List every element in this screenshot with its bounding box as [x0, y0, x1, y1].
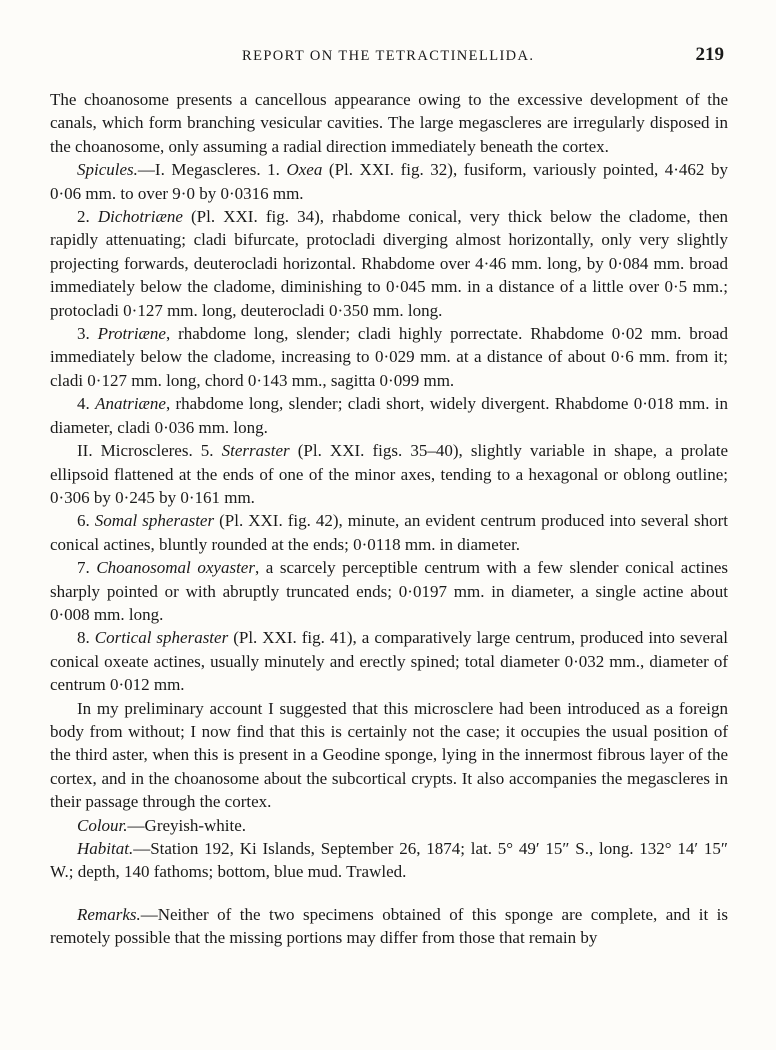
- paragraph-text: , rhabdome long, slender; cladi highly porrectate. Rhabdome 0·02 mm. broad immediately below the cladome, increasing to 0·029 mm. at a distance of about 0·6 mm. from it; cladi 0·127 mm. long, chord 0·143 mm., sagitta 0·099 mm.: [50, 324, 729, 390]
- item-number: 3.: [77, 324, 98, 344]
- paragraph-text: , rhabdome long, slender; cladi short, widely divergent. Rhabdome 0·018 mm. in diameter, cladi 0·036 mm. long.: [50, 394, 729, 437]
- section-lead: Spicules.: [77, 160, 138, 180]
- item-number: 4.: [77, 394, 96, 414]
- spicule-term: Dichotriæne: [97, 207, 183, 227]
- paragraph-protriaene: [50, 322, 728, 392]
- paragraph-text: —Neither of the two specimens obtained of this sponge are complete, and it is remotely possible that the missing portions may differ from those that remain by: [50, 904, 728, 948]
- running-head: REPORT ON THE TETRACTINELLIDA.: [242, 48, 535, 64]
- paragraph-dichotriaene: [50, 205, 728, 322]
- spicule-term: Anatriæne: [95, 394, 166, 414]
- item-number: II. Microscleres. 5.: [77, 441, 222, 461]
- paragraph-text: (Pl. XXI. fig. 32), fusiform, variously pointed, 4·462 by 0·06 mm. to over 9·0 by 0·0316 mm.: [50, 160, 728, 203]
- body-text: [50, 88, 728, 950]
- paragraph-sterraster: [50, 439, 728, 509]
- section-lead: Remarks.: [77, 904, 141, 924]
- spicule-term: Cortical spheraster: [94, 628, 229, 648]
- paragraph-colour: [50, 814, 728, 837]
- paragraph-text: (Pl. XXI. fig. 42), minute, an evident centrum produced into several short conical actines, bluntly rounded at the ends; 0·0118 mm. in diameter.: [50, 511, 729, 554]
- paragraph-cortical-spheraster: [50, 626, 728, 696]
- item-number: 7.: [77, 558, 97, 578]
- page-header: [0, 44, 776, 68]
- paragraph-text: (Pl. XXI. figs. 35–40), slightly variable in shape, a prolate ellipsoid flattened at the ends of one of the minor axes, tending to a hexagonal or oblong outline; 0·306 by 0·245 by 0·161 mm.: [50, 441, 728, 507]
- item-number: 6.: [77, 511, 95, 531]
- paragraph-choanosome: [50, 88, 728, 158]
- paragraph-text: —I. Megascleres. 1.: [137, 160, 287, 180]
- paragraph-anatriaene: [50, 392, 728, 439]
- paragraph-text: In my preliminary account I suggested that this microsclere had been introduced as a foreign body from without; I now find that this is certainly not the case; it occupies the usual position of the third aster, when this is present in a Geodine sponge, lying in the innermost fibrous layer of the cortex, and in the choanosome about the subcortical crypts. It also accompanies the megascleres in their passage through the cortex.: [50, 698, 728, 812]
- item-number: 8.: [77, 628, 95, 648]
- paragraph-text: (Pl. XXI. fig. 34), rhabdome conical, very thick below the cladome, then rapidly attenuating; cladi bifurcate, protocladi diverging almost horizontally, only very slightly projecting forwards, deuterocladi horizontal. Rhabdome over 4·46 mm. long, by 0·084 mm. broad immediately below the cladome, diminishing to 0·045 mm. in a distance of a little over 0·5 mm.; protocladi 0·127 mm. long, deuterocladi 0·350 mm. long.: [50, 207, 728, 320]
- spicule-term: Sterraster: [221, 441, 290, 461]
- paragraph-somal-spheraster: [50, 509, 728, 556]
- section-lead: Colour.: [77, 815, 128, 835]
- paragraph-spicules: [50, 158, 728, 205]
- paragraph-text: The choanosome presents a cancellous appearance owing to the excessive development of the canals, which form branching vesicular cavities. The large megascleres are irregularly disposed in the choanosome, only assuming a radial direction immediately beneath the cortex.: [50, 90, 728, 156]
- spicule-term: Protriæne: [97, 324, 166, 344]
- item-number: 2.: [77, 207, 98, 227]
- paragraph-text: , a scarcely perceptible centrum with a few slender conical actines sharply pointed or with abruptly truncated ends; 0·0197 mm. in diameter, a single actine about 0·008 mm. long.: [50, 558, 729, 624]
- page-number: 219: [695, 44, 724, 65]
- paragraph-text: —Station 192, Ki Islands, September 26, 1874; lat. 5° 49′ 15″ S., long. 132° 14′ 15″ W.; depth, 140 fathoms; bottom, blue mud. Trawled.: [50, 839, 728, 882]
- paragraph-text: —Greyish-white.: [127, 815, 247, 835]
- paragraph-remarks: [50, 903, 728, 950]
- paragraph-habitat: [50, 837, 728, 884]
- section-lead: Habitat.: [77, 839, 134, 858]
- spicule-term: Choanosomal oxyaster: [96, 558, 255, 578]
- spicule-term: Oxea: [286, 160, 323, 180]
- paragraph-text: (Pl. XXI. fig. 41), a comparatively large centrum, produced into several conical oxeate actines, usually minutely and erectly spined; total diameter 0·032 mm., diameter of centrum 0·012 mm.: [50, 628, 728, 695]
- paragraph-choanosomal-oxyaster: [50, 556, 728, 626]
- paragraph-preliminary-account: [50, 697, 728, 814]
- spicule-term: Somal spheraster: [94, 511, 215, 531]
